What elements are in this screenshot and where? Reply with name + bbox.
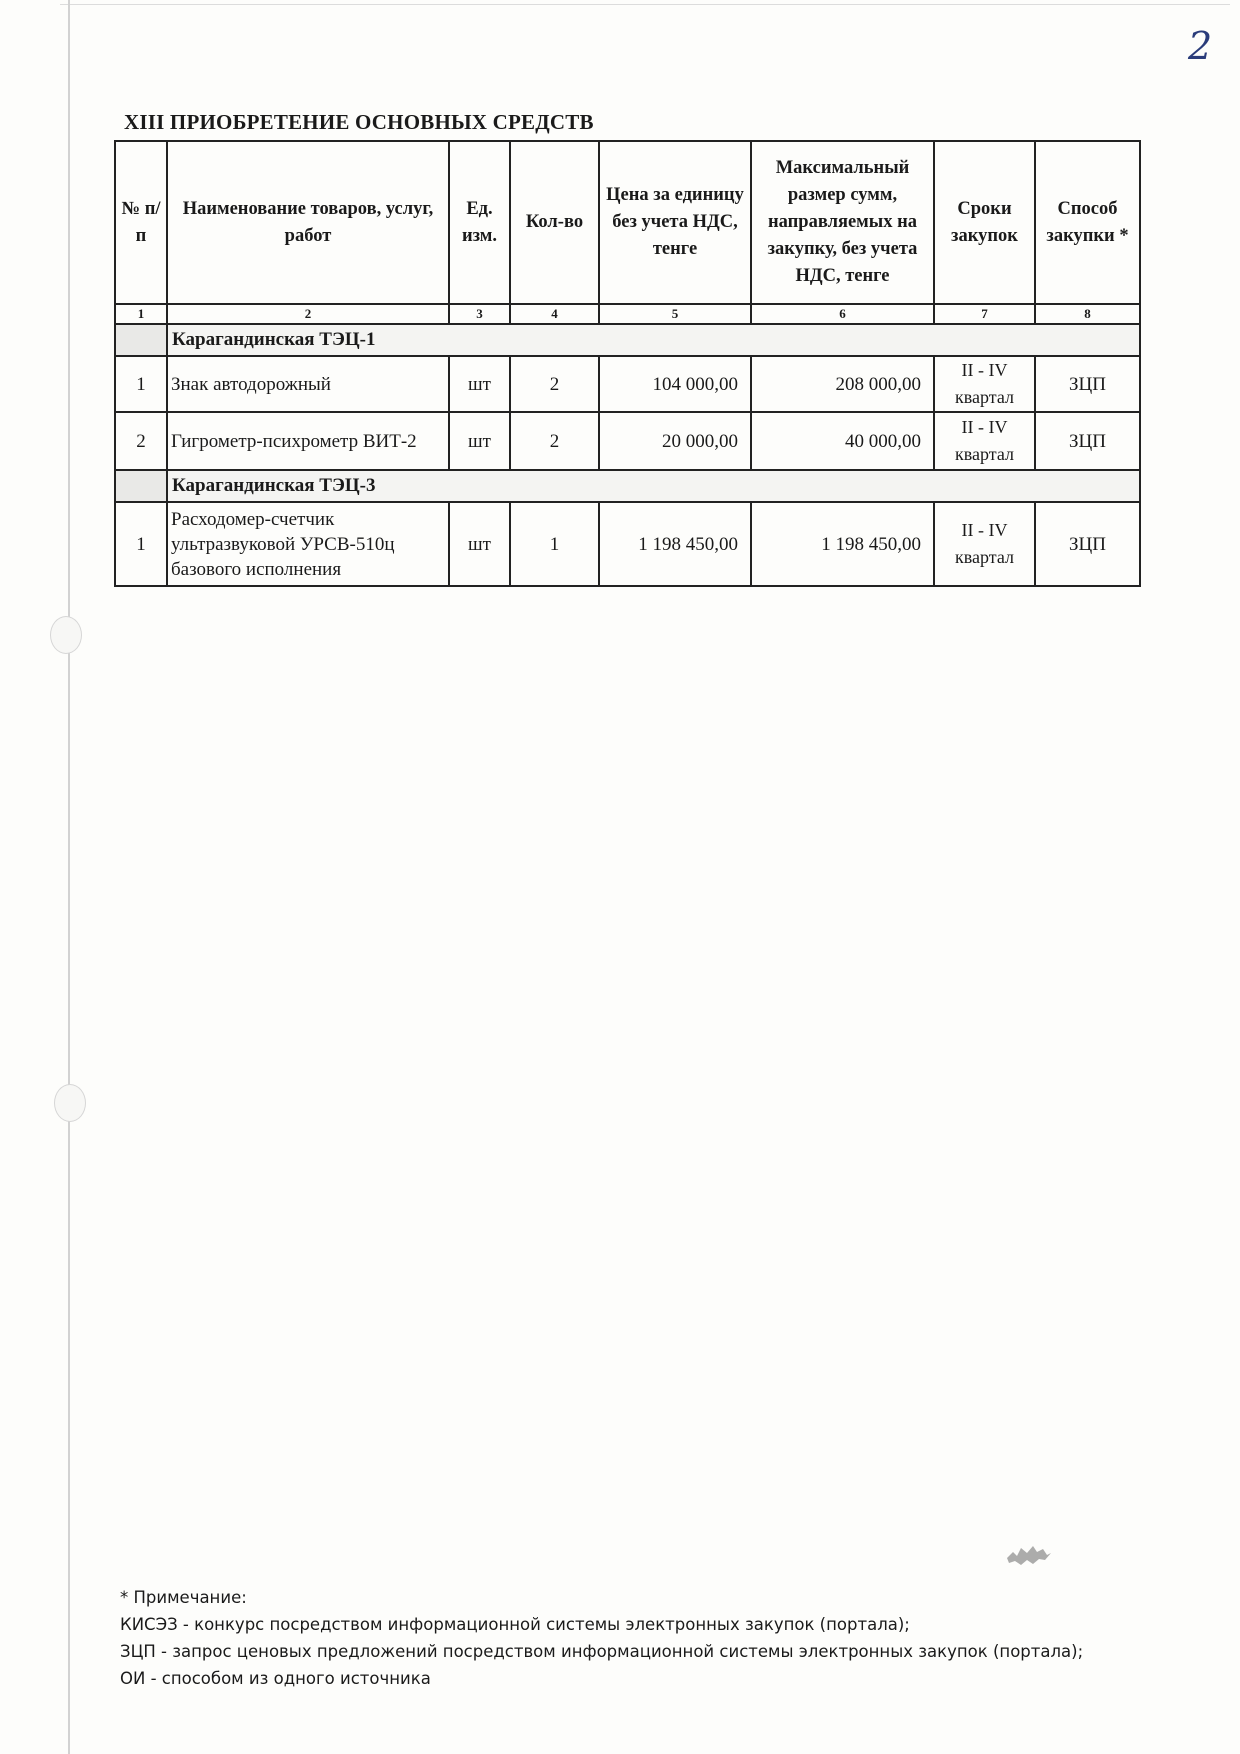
header-unit: Ед. изм. [449, 141, 510, 304]
row-quantity: 2 [510, 412, 599, 470]
column-number: 4 [510, 304, 599, 324]
row-unit-price: 20 000,00 [599, 412, 751, 470]
ink-smudge [1003, 1540, 1055, 1570]
binding-margin-line [68, 0, 70, 1754]
handwritten-page-number: 2 [1188, 24, 1213, 68]
row-unit-price: 104 000,00 [599, 356, 751, 412]
column-number: 5 [599, 304, 751, 324]
procurement-table [114, 140, 1141, 587]
footnote-title: * Примечание: [120, 1588, 247, 1607]
row-item-name: Знак автодорожный [167, 356, 449, 412]
header-max-amount: Максимальный размер сумм, направляемых на закупку, без учета НДС, тенге [751, 141, 934, 304]
row-unit: шт [449, 502, 510, 586]
table-row [115, 356, 1140, 412]
column-number: 8 [1035, 304, 1140, 324]
row-max-amount: 40 000,00 [751, 412, 934, 470]
row-number: 1 [115, 356, 167, 412]
header-method: Способ закупки * [1035, 141, 1140, 304]
table-row [115, 502, 1140, 586]
column-number: 1 [115, 304, 167, 324]
row-period: II - IV квартал [934, 502, 1035, 586]
table-header-row [115, 141, 1140, 304]
row-period: II - IV квартал [934, 412, 1035, 470]
row-unit: шт [449, 356, 510, 412]
group-row [115, 470, 1140, 502]
footnote-line: КИСЭЗ - конкурс посредством информационной системы электронных закупок (портала); [120, 1615, 910, 1634]
row-quantity: 1 [510, 502, 599, 586]
header-period: Сроки закупок [934, 141, 1035, 304]
column-number: 6 [751, 304, 934, 324]
row-unit: шт [449, 412, 510, 470]
group-name: Карагандинская ТЭЦ-3 [167, 470, 1140, 502]
row-item-name: Гигрометр-психрометр ВИТ-2 [167, 412, 449, 470]
header-number: № п/п [115, 141, 167, 304]
group-row [115, 324, 1140, 356]
row-method: ЗЦП [1035, 412, 1140, 470]
column-number: 7 [934, 304, 1035, 324]
column-number: 3 [449, 304, 510, 324]
section-title: XIII ПРИОБРЕТЕНИЕ ОСНОВНЫХ СРЕДСТВ [124, 110, 594, 134]
row-number: 2 [115, 412, 167, 470]
footnote-block [120, 1584, 1083, 1692]
table-row [115, 412, 1140, 470]
row-number: 1 [115, 502, 167, 586]
group-spacer-cell [115, 470, 167, 502]
header-quantity: Кол-во [510, 141, 599, 304]
row-max-amount: 208 000,00 [751, 356, 934, 412]
page-top-edge [60, 4, 1230, 5]
group-name: Карагандинская ТЭЦ-1 [167, 324, 1140, 356]
punch-hole-upper [50, 616, 82, 654]
footnote-line: ЗЦП - запрос ценовых предложений посредством информационной системы электронных закупок (портала); [120, 1642, 1084, 1661]
row-quantity: 2 [510, 356, 599, 412]
footnote-line: ОИ - способом из одного источника [120, 1669, 431, 1688]
row-method: ЗЦП [1035, 502, 1140, 586]
row-unit-price: 1 198 450,00 [599, 502, 751, 586]
group-spacer-cell [115, 324, 167, 356]
row-period: II - IV квартал [934, 356, 1035, 412]
header-item-name: Наименование товаров, услуг, работ [167, 141, 449, 304]
column-number-row [115, 304, 1140, 324]
row-item-name: Расходомер-счетчик ультразвуковой УРСВ-510ц базового исполнения [167, 502, 449, 586]
row-max-amount: 1 198 450,00 [751, 502, 934, 586]
header-unit-price: Цена за единицу без учета НДС, тенге [599, 141, 751, 304]
punch-hole-lower [54, 1084, 86, 1122]
row-method: ЗЦП [1035, 356, 1140, 412]
column-number: 2 [167, 304, 449, 324]
